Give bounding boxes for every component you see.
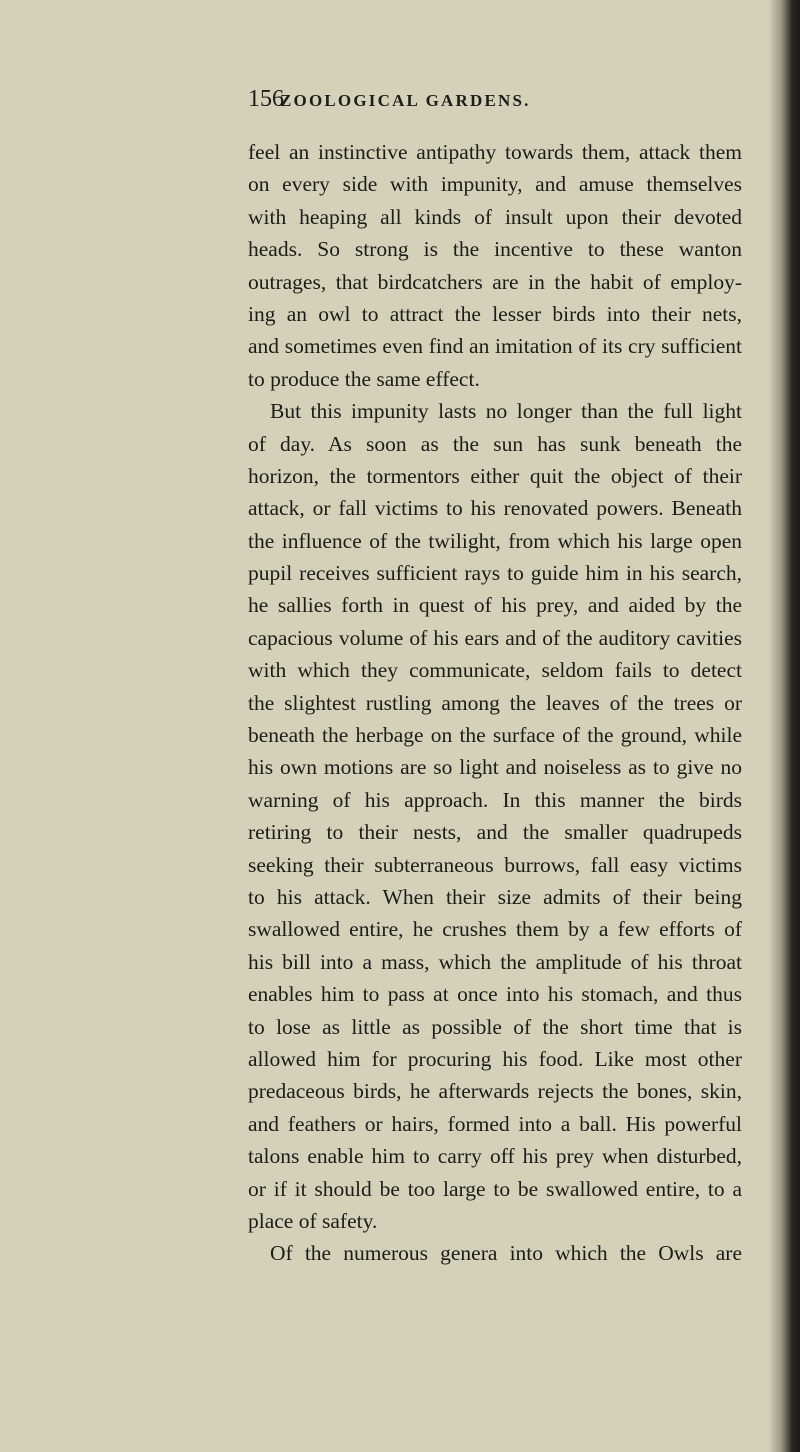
- text-line: enables him to pass at once into his stomach, and thus: [248, 982, 742, 1007]
- text-line: place of safety.: [248, 1208, 378, 1233]
- text-line: seeking their subterraneous burrows, fall easy victims: [248, 852, 742, 877]
- text-line: on every side with impunity, and amuse themselves: [248, 172, 742, 197]
- text-line: attack, or fall victims to his renovated powers. Beneath: [248, 496, 742, 521]
- text-line: retiring to their nests, and the smaller quadrupeds: [248, 820, 742, 845]
- running-title: ZOOLOGICAL GARDENS.: [280, 91, 531, 110]
- text-line: talons enable him to carry off his prey when disturbed,: [248, 1144, 742, 1169]
- text-line: warning of his approach. In this manner the birds: [248, 787, 742, 812]
- text-line: swallowed entire, he crushes them by a few efforts of: [248, 917, 742, 942]
- text-line: the influence of the twilight, from which his large open: [248, 528, 742, 553]
- text-line: Of the numerous genera into which the Owls are: [270, 1241, 742, 1266]
- text-line: to lose as little as possible of the short time that is: [248, 1014, 742, 1039]
- text-line: horizon, the tormentors either quit the object of their: [248, 463, 742, 488]
- text-line: pupil receives sufficient rays to guide him in his search,: [248, 561, 742, 586]
- text-line: to his attack. When their size admits of their being: [248, 884, 742, 909]
- text-line: predaceous birds, he afterwards rejects the bones, skin,: [248, 1079, 742, 1104]
- text-line: outrages, that birdcatchers are in the habit of employ-: [248, 269, 742, 294]
- text-line: with which they communicate, seldom fails to detect: [248, 658, 742, 683]
- text-line: his bill into a mass, which the amplitude of his throat: [248, 949, 742, 974]
- text-line: capacious volume of his ears and of the auditory cavities: [248, 625, 742, 650]
- text-line: ing an owl to attract the lesser birds into their nets,: [248, 301, 742, 326]
- text-line: or if it should be too large to be swallowed entire, to a: [248, 1176, 742, 1201]
- body-text: [248, 136, 742, 1270]
- text-line: he sallies forth in quest of his prey, and aided by the: [248, 593, 742, 618]
- text-line: feel an instinctive antipathy towards them, attack them: [248, 140, 742, 164]
- text-line: allowed him for procuring his food. Like most other: [248, 1046, 742, 1071]
- text-line: his own motions are so light and noiseless as to give no: [248, 755, 742, 780]
- book-binding-shadow: [768, 0, 800, 1452]
- text-line: But this impunity lasts no longer than the full light: [270, 399, 742, 424]
- text-line: with heaping all kinds of insult upon their devoted: [248, 204, 742, 229]
- text-line: to produce the same effect.: [248, 366, 480, 391]
- text-line: of day. As soon as the sun has sunk beneath the: [248, 431, 742, 456]
- text-line: the slightest rustling among the leaves of the trees or: [248, 690, 742, 715]
- page-number: 156: [248, 86, 284, 112]
- text-line: and feathers or hairs, formed into a ball. His powerful: [248, 1111, 742, 1136]
- text-line: heads. So strong is the incentive to these wanton: [248, 237, 742, 262]
- text-line: beneath the herbage on the surface of the ground, while: [248, 723, 742, 748]
- text-line: and sometimes even find an imitation of its cry sufficient: [248, 334, 742, 359]
